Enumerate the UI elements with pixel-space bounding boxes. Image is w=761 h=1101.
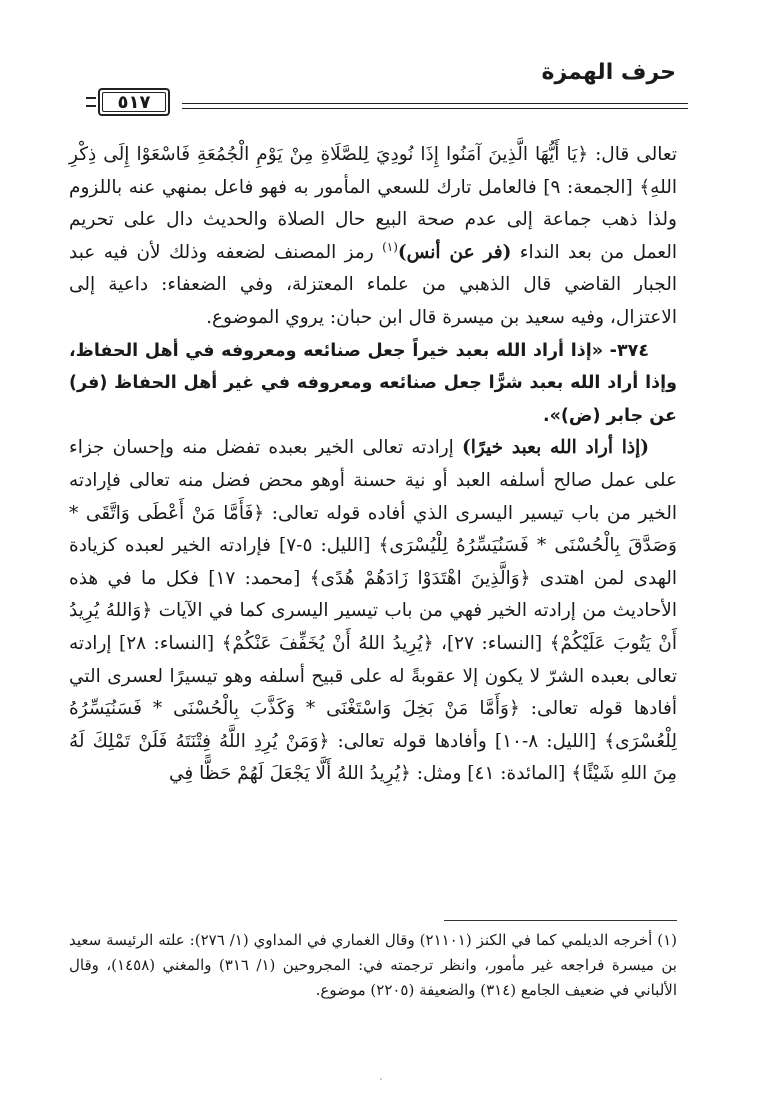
paragraph-2-lead: (إذا أراد الله بعبد خيرًا) [462, 437, 649, 459]
paragraph-1-text: تعالى قال: ﴿يَا أَيُّهَا الَّذِينَ آمَنُوا إِذَا نُودِيَ لِلصَّلَاةِ مِنْ يَوْمِ الْجُمُعَةِ فَاسْعَوْا إِلَى ذِكْرِ اللهِ﴾ [الجمعة: ٩] فالعامل تارك للسعي المأمور به فهو فاعل بمنهي عنه باللزوم ولذا ذهب جماعة إلى عدم صحة البيع حال الصلاة والحديث دال على تحريم العمل من بعد النداء [69, 144, 678, 263]
header-ornament [86, 97, 96, 107]
page-number-text: ٥١٧ [117, 91, 151, 113]
main-text [69, 139, 677, 791]
header-rule [86, 87, 688, 117]
hadith-374: ٣٧٤- «إذا أراد الله بعبد خيراً جعل صنائعه ومعروفه في أهل الحفاظ، وإذا أراد الله بعبد شرًّا جعل صنائعه ومعروفه في غير أهل الحفاظ (فر) عن جابر (ض)». [69, 340, 677, 426]
footnotes [69, 928, 677, 1003]
chapter-title: حرف الهمزة [541, 60, 676, 85]
page-dot [380, 1078, 382, 1080]
paragraph-2-text: إرادته تعالى الخير بعبده تفضل منه وإحسان جزاء على عمل صالح أسلفه العبد أو نية حسنة أوهو محض فضل منه تعالى فإرادته الخير من باب تيسير اليسرى الذي أفاده قوله تعالى: ﴿فَأَمَّا مَنْ أَعْطَى وَاتَّقَى * وَصَدَّقَ بِالْحُسْنَى * فَسَنُيَسِّرُهُ لِلْيُسْرَى﴾ [الليل: ٥-٧] فإرادته الخير لعبده كزيادة الهدى لمن اهتدى ﴿وَالَّذِينَ اهْتَدَوْا زَادَهُمْ هُدًى﴾ [محمد: ١٧] فكل ما في هذه الأحاديث من إرادته الخير فهي من باب تيسير اليسرى كما في الآيات ﴿وَاللهُ يُرِيدُ أَنْ يَتُوبَ عَلَيْكُمْ﴾ [النساء: ٢٧]، ﴿يُرِيدُ اللهُ أَنْ يُخَفِّفَ عَنْكُمْ﴾ [النساء: ٢٨] إرادته تعالى بعبده الشرّ لا يكون إلا عقوبةً له على قبيح أسلفه وهو تيسيرًا لعسرى التي أفادها قوله تعالى: ﴿وَأَمَّا مَنْ بَخِلَ وَاسْتَغْنَى * وَكَذَّبَ بِالْحُسْنَى * فَسَنُيَسِّرُهُ لِلْعُسْرَى﴾ [الليل: ٨-١٠] وأفادها قوله تعالى: ﴿وَمَنْ يُرِدِ اللَّهُ فِتْنَتَهُ فَلَنْ تَمْلِكَ لَهُ مِنَ اللهِ شَيْئًا﴾ [المائدة: ٤١] ومثل: ﴿يُرِيدُ اللهُ أَلَّا يَجْعَلَ لَهُمْ حَظًّا فِي [69, 437, 677, 785]
header-double-line [182, 103, 688, 109]
paragraph-2 [69, 432, 677, 791]
paragraph-1 [69, 139, 677, 335]
footnote-1: (١) أخرجه الديلمي كما في الكنز (٢١١٠١) وقال الغماري في المداوي (١/ ٢٧٦): علته الرئيسة سعيد بن ميسرة فراجعه غير مأمور، وانظر ترجمته في: المجروحين (١/ ٣١٦) والمغني (١٤٥٨)، وقال الألباني في ضعيف الجامع (٣١٤) والضعيفة (٢٢٠٥) موضوع. [69, 931, 677, 999]
paragraph-1-tail: رمز المصنف لضعفه وذلك لأن فيه عبد الجبار القاضي قال الذهبي من علماء المعتزلة، وفي الضعفاء: داعية إلى الاعتزال، وفيه سعيد بن ميسرة قال ابن حبان: يروي الموضوع. [69, 241, 677, 328]
page-number [98, 88, 170, 116]
source-code: (فر عن أنس) [397, 241, 512, 263]
footnote-marker[interactable]: (١) [382, 239, 398, 254]
footnote-separator [444, 920, 677, 921]
